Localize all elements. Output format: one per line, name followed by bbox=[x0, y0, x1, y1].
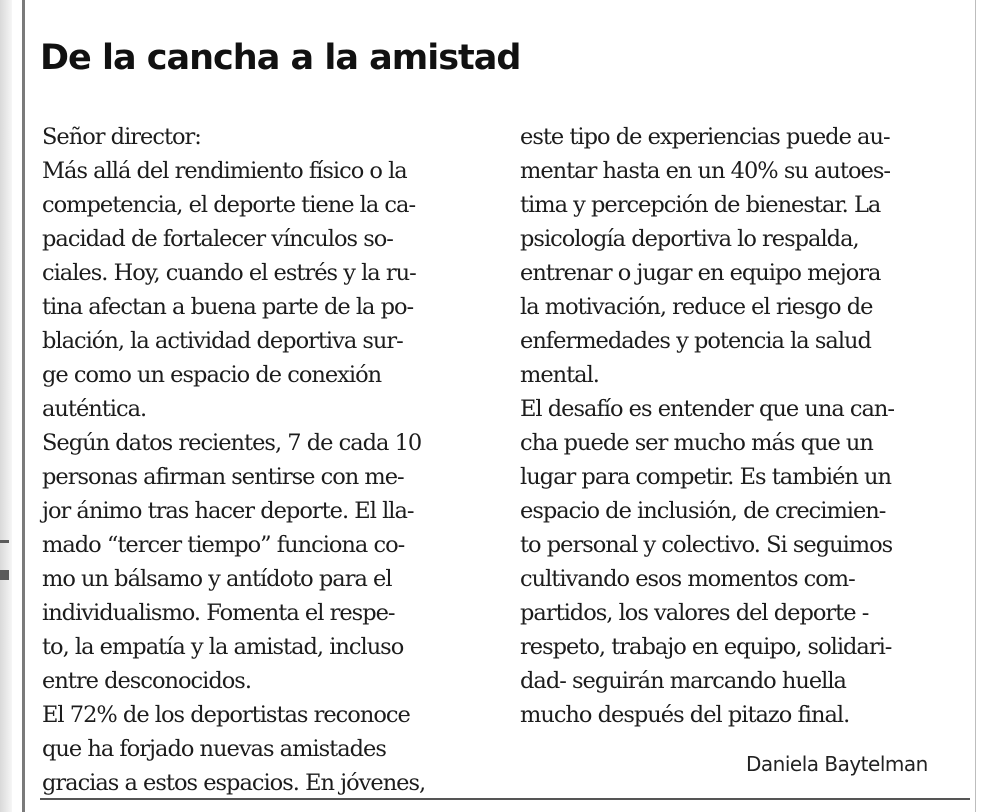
headline: De la cancha a la amistad bbox=[40, 38, 521, 78]
page-edge bbox=[0, 0, 12, 812]
text-line: Según datos recientes, 7 de cada 10 bbox=[42, 430, 422, 456]
bottom-rule bbox=[40, 798, 970, 800]
text-line: tima y percepción de bienestar. La bbox=[520, 192, 881, 218]
text-line: ciales. Hoy, cuando el estrés y la ru- bbox=[42, 260, 416, 286]
text-line: entre desconocidos. bbox=[42, 668, 251, 694]
text-line: auténtica. bbox=[42, 396, 147, 422]
text-line: que ha forjado nuevas amistades bbox=[42, 736, 386, 762]
text-line: mentar hasta en un 40% su autoes- bbox=[520, 158, 890, 184]
text-line: tina afectan a buena parte de la po- bbox=[42, 294, 414, 320]
edge-mark bbox=[0, 570, 9, 580]
text-line: mo un bálsamo y antídoto para el bbox=[42, 566, 392, 592]
text-line: individualismo. Fomenta el respe- bbox=[42, 600, 395, 626]
text-line: respeto, trabajo en equipo, solidari- bbox=[520, 634, 892, 660]
text-line: este tipo de experiencias puede au- bbox=[520, 124, 890, 150]
text-line: mado “tercer tiempo” funciona co- bbox=[42, 532, 405, 558]
text-line: blación, la actividad deportiva sur- bbox=[42, 328, 403, 354]
text-line: gracias a estos espacios. En jóvenes, bbox=[42, 770, 426, 796]
text-line: partidos, los valores del deporte - bbox=[520, 600, 869, 626]
author-signature: Daniela Baytelman bbox=[746, 752, 928, 776]
text-line: Más allá del rendimiento físico o la bbox=[42, 158, 407, 184]
text-line: lugar para competir. Es también un bbox=[520, 464, 892, 490]
text-line: pacidad de fortalecer vínculos so- bbox=[42, 226, 393, 252]
text-line: Señor director: bbox=[42, 124, 201, 150]
text-line: El desafío es entender que una can- bbox=[520, 396, 894, 422]
column-rule-left bbox=[22, 0, 25, 812]
text-line: dad- seguirán marcando huella bbox=[520, 668, 846, 694]
text-line: mucho después del pitazo final. bbox=[520, 702, 850, 728]
text-line: entrenar o jugar en equipo mejora bbox=[520, 260, 881, 286]
edge-mark bbox=[0, 540, 9, 543]
text-line: mental. bbox=[520, 362, 599, 388]
text-line: to, la empatía y la amistad, incluso bbox=[42, 634, 404, 660]
text-line: psicología deportiva lo respalda, bbox=[520, 226, 859, 252]
text-line: ge como un espacio de conexión bbox=[42, 362, 382, 388]
text-line: to personal y colectivo. Si seguimos bbox=[520, 532, 893, 558]
text-line: la motivación, reduce el riesgo de bbox=[520, 294, 873, 320]
text-line: jor ánimo tras hacer deporte. El lla- bbox=[42, 498, 414, 524]
text-line: enfermedades y potencia la salud bbox=[520, 328, 871, 354]
text-line: cha puede ser mucho más que un bbox=[520, 430, 873, 456]
text-line: espacio de inclusión, de crecimien- bbox=[520, 498, 886, 524]
body-column-1 bbox=[42, 120, 487, 800]
text-line: cultivando esos momentos com- bbox=[520, 566, 855, 592]
body-column-2 bbox=[520, 120, 965, 732]
column-rule-right bbox=[975, 0, 976, 812]
text-line: personas afirman sentirse con me- bbox=[42, 464, 404, 490]
text-line: competencia, el deporte tiene la ca- bbox=[42, 192, 416, 218]
text-line: El 72% de los deportistas reconoce bbox=[42, 702, 410, 728]
